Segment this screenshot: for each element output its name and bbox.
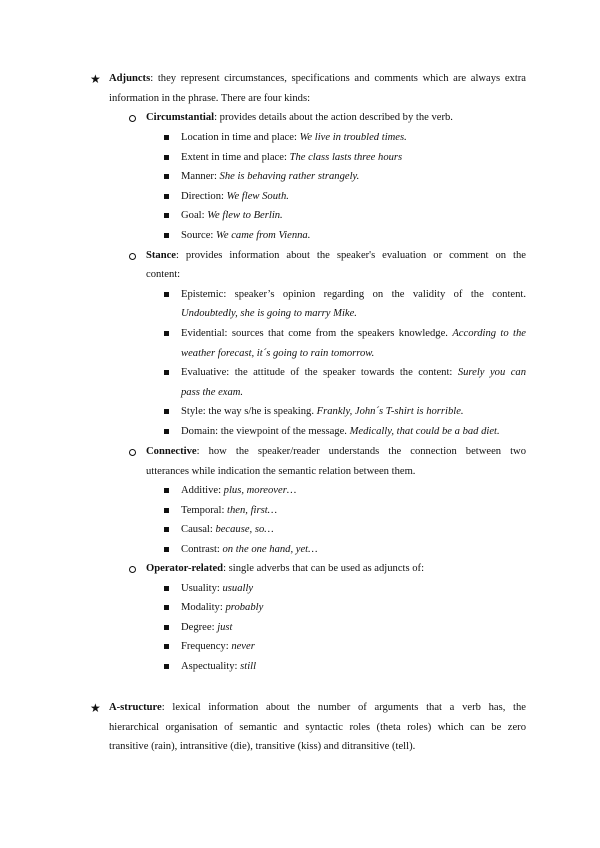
item-label: Evidential: sources that come from the speakers knowledge. [181, 328, 453, 339]
square-bullet-icon [164, 331, 169, 336]
square-bullet-icon [164, 174, 169, 179]
adjuncts-term: Adjuncts [109, 73, 151, 84]
item-example: on the one hand, yet… [222, 544, 318, 555]
item-label: Domain: the viewpoint of the message. [181, 426, 350, 437]
list-item [181, 504, 277, 518]
square-bullet-icon [164, 527, 169, 532]
connective-term: Connective [146, 446, 197, 457]
star-bullet-icon: ★ [90, 72, 101, 86]
item-label: Aspectuality: [181, 661, 241, 672]
operator-related-heading [146, 562, 424, 576]
list-item [181, 425, 500, 439]
item-example: We flew South. [226, 191, 289, 202]
square-bullet-icon [164, 409, 169, 414]
list-item: Epistemic: speaker’s opinion regarding on the validity of the content. [181, 289, 526, 300]
item-example: We came from Vienna. [216, 230, 311, 241]
square-bullet-icon [164, 625, 169, 630]
a-structure-line2: hierarchical organisation of semantic and syntactic roles (theta roles) which can be zero [109, 722, 526, 733]
stance-description-line2: content: [146, 269, 181, 280]
square-bullet-icon [164, 213, 169, 218]
square-bullet-icon [164, 644, 169, 649]
item-label: Extent in time and place: [181, 152, 290, 163]
item-example: Medically, that could be a bad diet. [349, 426, 500, 437]
item-example: According to the [452, 328, 527, 339]
item-example: The class lasts three hours [289, 152, 403, 163]
connective-description-line2: utterances while indication the semantic relation between them. [146, 466, 416, 477]
list-item [181, 229, 310, 243]
circle-bullet-icon [129, 253, 136, 260]
item-label: Evaluative: the attitude of the speaker towards the content: [181, 367, 458, 378]
list-item [181, 327, 526, 341]
square-bullet-icon [164, 233, 169, 238]
item-example: We live in troubled times. [299, 132, 407, 143]
square-bullet-icon [164, 370, 169, 375]
item-label: Modality: [181, 602, 226, 613]
item-label: Additive: [181, 485, 224, 496]
item-example: Undoubtedly, she is going to marry Mike. [181, 308, 357, 319]
item-example: just [217, 622, 233, 633]
list-item [181, 543, 318, 557]
star-bullet-icon: ★ [90, 701, 101, 715]
circle-bullet-icon [129, 115, 136, 122]
operator-related-term: Operator-related [146, 563, 224, 574]
square-bullet-icon [164, 664, 169, 669]
item-label: Location in time and place: [181, 132, 300, 143]
list-item [181, 366, 526, 380]
item-label: Goal: [181, 210, 208, 221]
list-item [181, 660, 256, 674]
square-bullet-icon [164, 508, 169, 513]
item-example: usually [222, 583, 254, 594]
stance-description: : provides information about the speaker's evaluation or comment on the [176, 250, 526, 261]
circumstantial-description: : provides details about the action described by the verb. [214, 112, 453, 123]
stance-heading [146, 249, 526, 263]
item-label: Manner: [181, 171, 220, 182]
a-structure-line3: transitive (rain), intransitive (die), transitive (kiss) and ditransitive (tell). [109, 741, 416, 752]
item-example: never [231, 641, 255, 652]
list-item [181, 523, 274, 537]
item-label: Usuality: [181, 583, 223, 594]
circle-bullet-icon [129, 449, 136, 456]
item-example: still [240, 661, 257, 672]
adjuncts-definition-line2: information in the phrase. There are four kinds: [109, 93, 311, 104]
list-item [181, 190, 289, 204]
square-bullet-icon [164, 135, 169, 140]
list-item [181, 170, 359, 184]
list-item [181, 640, 255, 654]
connective-heading [146, 445, 526, 459]
item-example: pass the exam. [181, 387, 244, 398]
item-label: Degree: [181, 622, 218, 633]
square-bullet-icon [164, 155, 169, 160]
item-example: She is behaving rather strangely. [219, 171, 360, 182]
list-item [181, 405, 464, 419]
item-example: then, first… [227, 505, 278, 516]
list-item [181, 151, 402, 165]
list-item [181, 582, 253, 596]
item-label: Source: [181, 230, 217, 241]
circle-bullet-icon [129, 566, 136, 573]
item-label: Contrast: [181, 544, 223, 555]
item-example: weather forecast, it´s going to rain tomorrow. [181, 348, 375, 359]
square-bullet-icon [164, 292, 169, 297]
item-label: Style: the way s/he is speaking. [181, 406, 317, 417]
list-item [181, 209, 283, 223]
list-item [181, 601, 263, 615]
item-label: Direction: [181, 191, 227, 202]
square-bullet-icon [164, 194, 169, 199]
item-example: We flew to Berlin. [207, 210, 283, 221]
item-label: Temporal: [181, 505, 228, 516]
item-example: because, so… [215, 524, 274, 535]
connective-description: : how the speaker/reader understands the connection between two [196, 446, 526, 457]
item-label: Causal: [181, 524, 216, 535]
adjuncts-definition-line1 [109, 72, 526, 86]
item-example: Frankly, John´s T-shirt is horrible. [316, 406, 464, 417]
circumstantial-heading [146, 111, 453, 125]
operator-related-description: : single adverbs that can be used as adjuncts of: [223, 563, 425, 574]
list-item [181, 131, 407, 145]
list-item [181, 621, 233, 635]
square-bullet-icon [164, 605, 169, 610]
a-structure-line1 [109, 701, 526, 715]
square-bullet-icon [164, 488, 169, 493]
circumstantial-term: Circumstantial [146, 112, 215, 123]
square-bullet-icon [164, 547, 169, 552]
list-item [181, 484, 296, 498]
square-bullet-icon [164, 586, 169, 591]
a-structure-term: A-structure [109, 702, 162, 713]
stance-term: Stance [146, 250, 177, 261]
item-example: probably [225, 602, 264, 613]
item-label: Frequency: [181, 641, 232, 652]
item-example: plus, moreover… [223, 485, 297, 496]
a-structure-text: : lexical information about the number of arguments that a verb has, the [161, 702, 526, 713]
square-bullet-icon [164, 429, 169, 434]
adjuncts-definition-text: : they represent circumstances, specifications and comments which are always extra [150, 73, 526, 84]
item-example: Surely you can [457, 367, 527, 378]
